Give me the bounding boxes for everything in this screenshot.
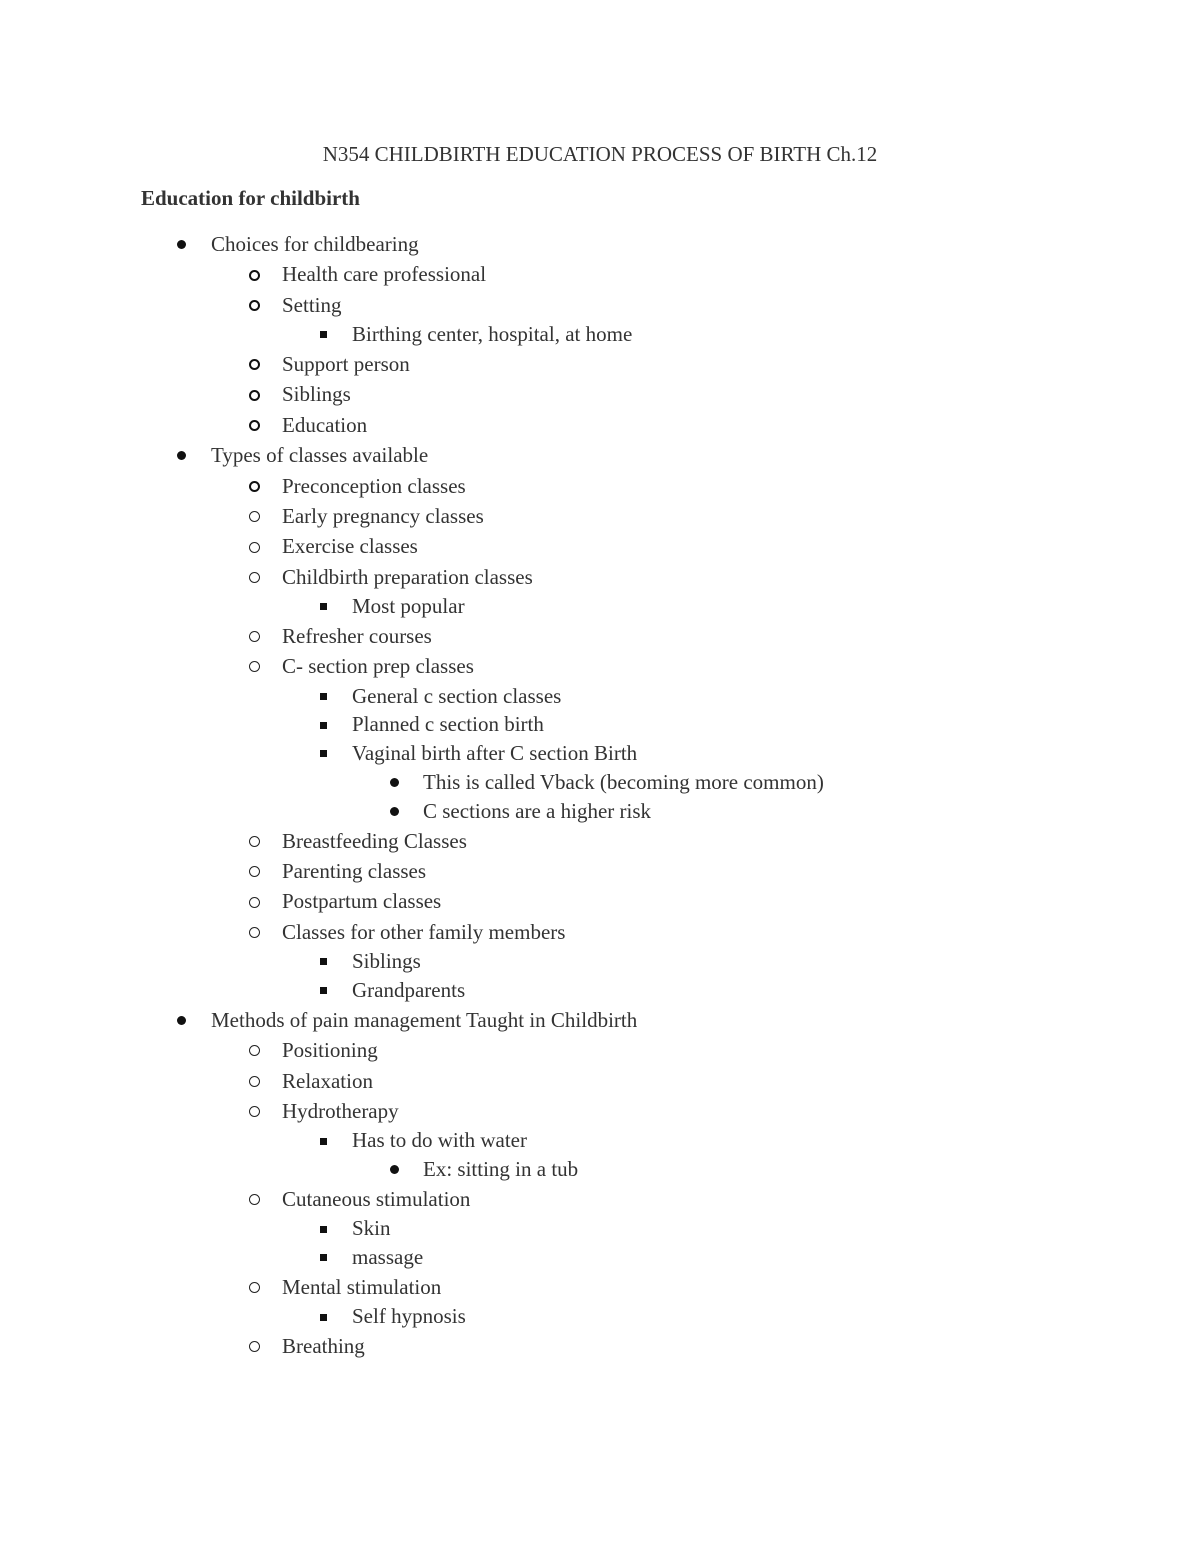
outline-item-level-2: [0, 349, 1200, 379]
bold-circle-icon: [244, 379, 264, 409]
outline-item-level-4: [0, 1155, 1200, 1184]
document-title: N354 CHILDBIRTH EDUCATION PROCESS OF BIRTH Ch.12: [322, 142, 878, 166]
outline-item-text: massage: [352, 1245, 424, 1270]
outline-item-level-3: [0, 739, 1200, 768]
outline-item-text: Types of classes available: [211, 443, 429, 468]
circle-icon: [244, 501, 264, 531]
filled-disc-icon: [384, 1155, 404, 1184]
outline-item-level-2: [0, 1096, 1200, 1126]
circle-icon: [244, 886, 264, 916]
outline-item-level-2: [0, 471, 1200, 501]
outline-item-level-2: [0, 410, 1200, 440]
outline-item-level-2: [0, 1035, 1200, 1065]
square-icon: [313, 976, 333, 1005]
square-icon: [313, 1126, 333, 1155]
outline-item-text: Self hypnosis: [352, 1304, 466, 1329]
outline-item-text: Relaxation: [282, 1068, 373, 1093]
outline-item-text: Childbirth preparation classes: [282, 564, 533, 589]
outline-item-text: Breathing: [282, 1334, 365, 1359]
outline-item-level-3: [0, 320, 1200, 349]
outline-item-text: Exercise classes: [282, 534, 418, 559]
outline-item-level-2: [0, 501, 1200, 531]
bold-circle-icon: [244, 259, 264, 289]
outline-item-text: Methods of pain management Taught in Childbirth: [211, 1007, 638, 1032]
bulleted-outline: [0, 229, 1200, 1362]
outline-item-level-2: [0, 886, 1200, 916]
filled-disc-icon: [171, 440, 191, 470]
outline-item-text: C sections are a higher risk: [423, 798, 652, 823]
outline-item-text: Parenting classes: [282, 859, 427, 884]
square-icon: [313, 1214, 333, 1243]
circle-icon: [244, 651, 264, 681]
filled-disc-icon: [384, 768, 404, 797]
bold-circle-icon: [244, 410, 264, 440]
square-icon: [313, 592, 333, 621]
outline-item-text: Planned c section birth: [352, 712, 544, 737]
outline-item-text: Breastfeeding Classes: [282, 828, 467, 853]
outline-item-level-2: [0, 1331, 1200, 1361]
square-icon: [313, 1302, 333, 1331]
outline-item-level-3: [0, 710, 1200, 739]
outline-item-level-2: [0, 1066, 1200, 1096]
outline-item-text: Skin: [352, 1216, 391, 1241]
outline-item-level-2: [0, 856, 1200, 886]
circle-icon: [244, 917, 264, 947]
outline-item-text: This is called Vback (becoming more common): [423, 770, 824, 795]
section-heading: Education for childbirth: [141, 186, 360, 210]
square-icon: [313, 710, 333, 739]
outline-item-text: Classes for other family members: [282, 919, 566, 944]
square-icon: [313, 739, 333, 768]
outline-item-text: Vaginal birth after C section Birth: [352, 741, 638, 766]
circle-icon: [244, 562, 264, 592]
outline-item-text: Early pregnancy classes: [282, 503, 484, 528]
outline-item-text: C- section prep classes: [282, 654, 474, 679]
outline-item-text: Setting: [282, 292, 342, 317]
bold-circle-icon: [244, 349, 264, 379]
circle-icon: [244, 1184, 264, 1214]
outline-item-text: Has to do with water: [352, 1128, 527, 1153]
outline-item-level-2: [0, 531, 1200, 561]
outline-item-text: Positioning: [282, 1038, 378, 1063]
outline-item-level-1: [0, 229, 1200, 259]
outline-item-level-2: [0, 379, 1200, 409]
square-icon: [313, 1243, 333, 1272]
outline-item-text: Grandparents: [352, 978, 466, 1003]
outline-item-text: Siblings: [282, 382, 351, 407]
outline-item-level-2: [0, 259, 1200, 289]
outline-item-level-1: [0, 1005, 1200, 1035]
outline-item-text: Siblings: [352, 949, 421, 974]
outline-item-text: Mental stimulation: [282, 1274, 442, 1299]
circle-icon: [244, 1331, 264, 1361]
outline-item-level-2: [0, 917, 1200, 947]
outline-item-text: Support person: [282, 351, 410, 376]
filled-disc-icon: [171, 229, 191, 259]
outline-item-text: Cutaneous stimulation: [282, 1186, 471, 1211]
outline-item-level-2: [0, 1272, 1200, 1302]
filled-disc-icon: [171, 1005, 191, 1035]
outline-item-text: Most popular: [352, 594, 465, 619]
bold-circle-icon: [244, 471, 264, 501]
square-icon: [313, 947, 333, 976]
outline-item-level-2: [0, 621, 1200, 651]
outline-item-text: Ex: sitting in a tub: [423, 1157, 579, 1182]
filled-disc-icon: [384, 797, 404, 826]
outline-item-level-3: [0, 1302, 1200, 1331]
outline-item-level-3: [0, 592, 1200, 621]
bold-circle-icon: [244, 290, 264, 320]
circle-icon: [244, 826, 264, 856]
circle-icon: [244, 1066, 264, 1096]
outline-item-text: General c section classes: [352, 683, 562, 708]
square-icon: [313, 682, 333, 711]
circle-icon: [244, 1272, 264, 1302]
outline-item-text: Health care professional: [282, 262, 487, 287]
outline-item-level-1: [0, 440, 1200, 470]
outline-item-text: Postpartum classes: [282, 889, 442, 914]
outline-item-level-3: [0, 947, 1200, 976]
outline-item-level-3: [0, 1243, 1200, 1272]
outline-item-level-2: [0, 562, 1200, 592]
outline-item-level-3: [0, 1126, 1200, 1155]
circle-icon: [244, 1035, 264, 1065]
outline-item-text: Hydrotherapy: [282, 1098, 399, 1123]
outline-item-level-4: [0, 768, 1200, 797]
outline-item-level-3: [0, 1214, 1200, 1243]
outline-item-text: Refresher courses: [282, 623, 432, 648]
outline-item-level-4: [0, 797, 1200, 826]
outline-item-text: Preconception classes: [282, 473, 466, 498]
square-icon: [313, 320, 333, 349]
outline-item-text: Choices for childbearing: [211, 232, 419, 256]
circle-icon: [244, 621, 264, 651]
circle-icon: [244, 531, 264, 561]
outline-item-text: Education: [282, 412, 368, 437]
circle-icon: [244, 856, 264, 886]
outline-item-level-3: [0, 976, 1200, 1005]
outline-item-level-2: [0, 1184, 1200, 1214]
circle-icon: [244, 1096, 264, 1126]
outline-item-level-3: [0, 682, 1200, 711]
outline-item-level-2: [0, 290, 1200, 320]
outline-item-text: Birthing center, hospital, at home: [352, 322, 633, 347]
outline-item-level-2: [0, 651, 1200, 681]
outline-item-level-2: [0, 826, 1200, 856]
